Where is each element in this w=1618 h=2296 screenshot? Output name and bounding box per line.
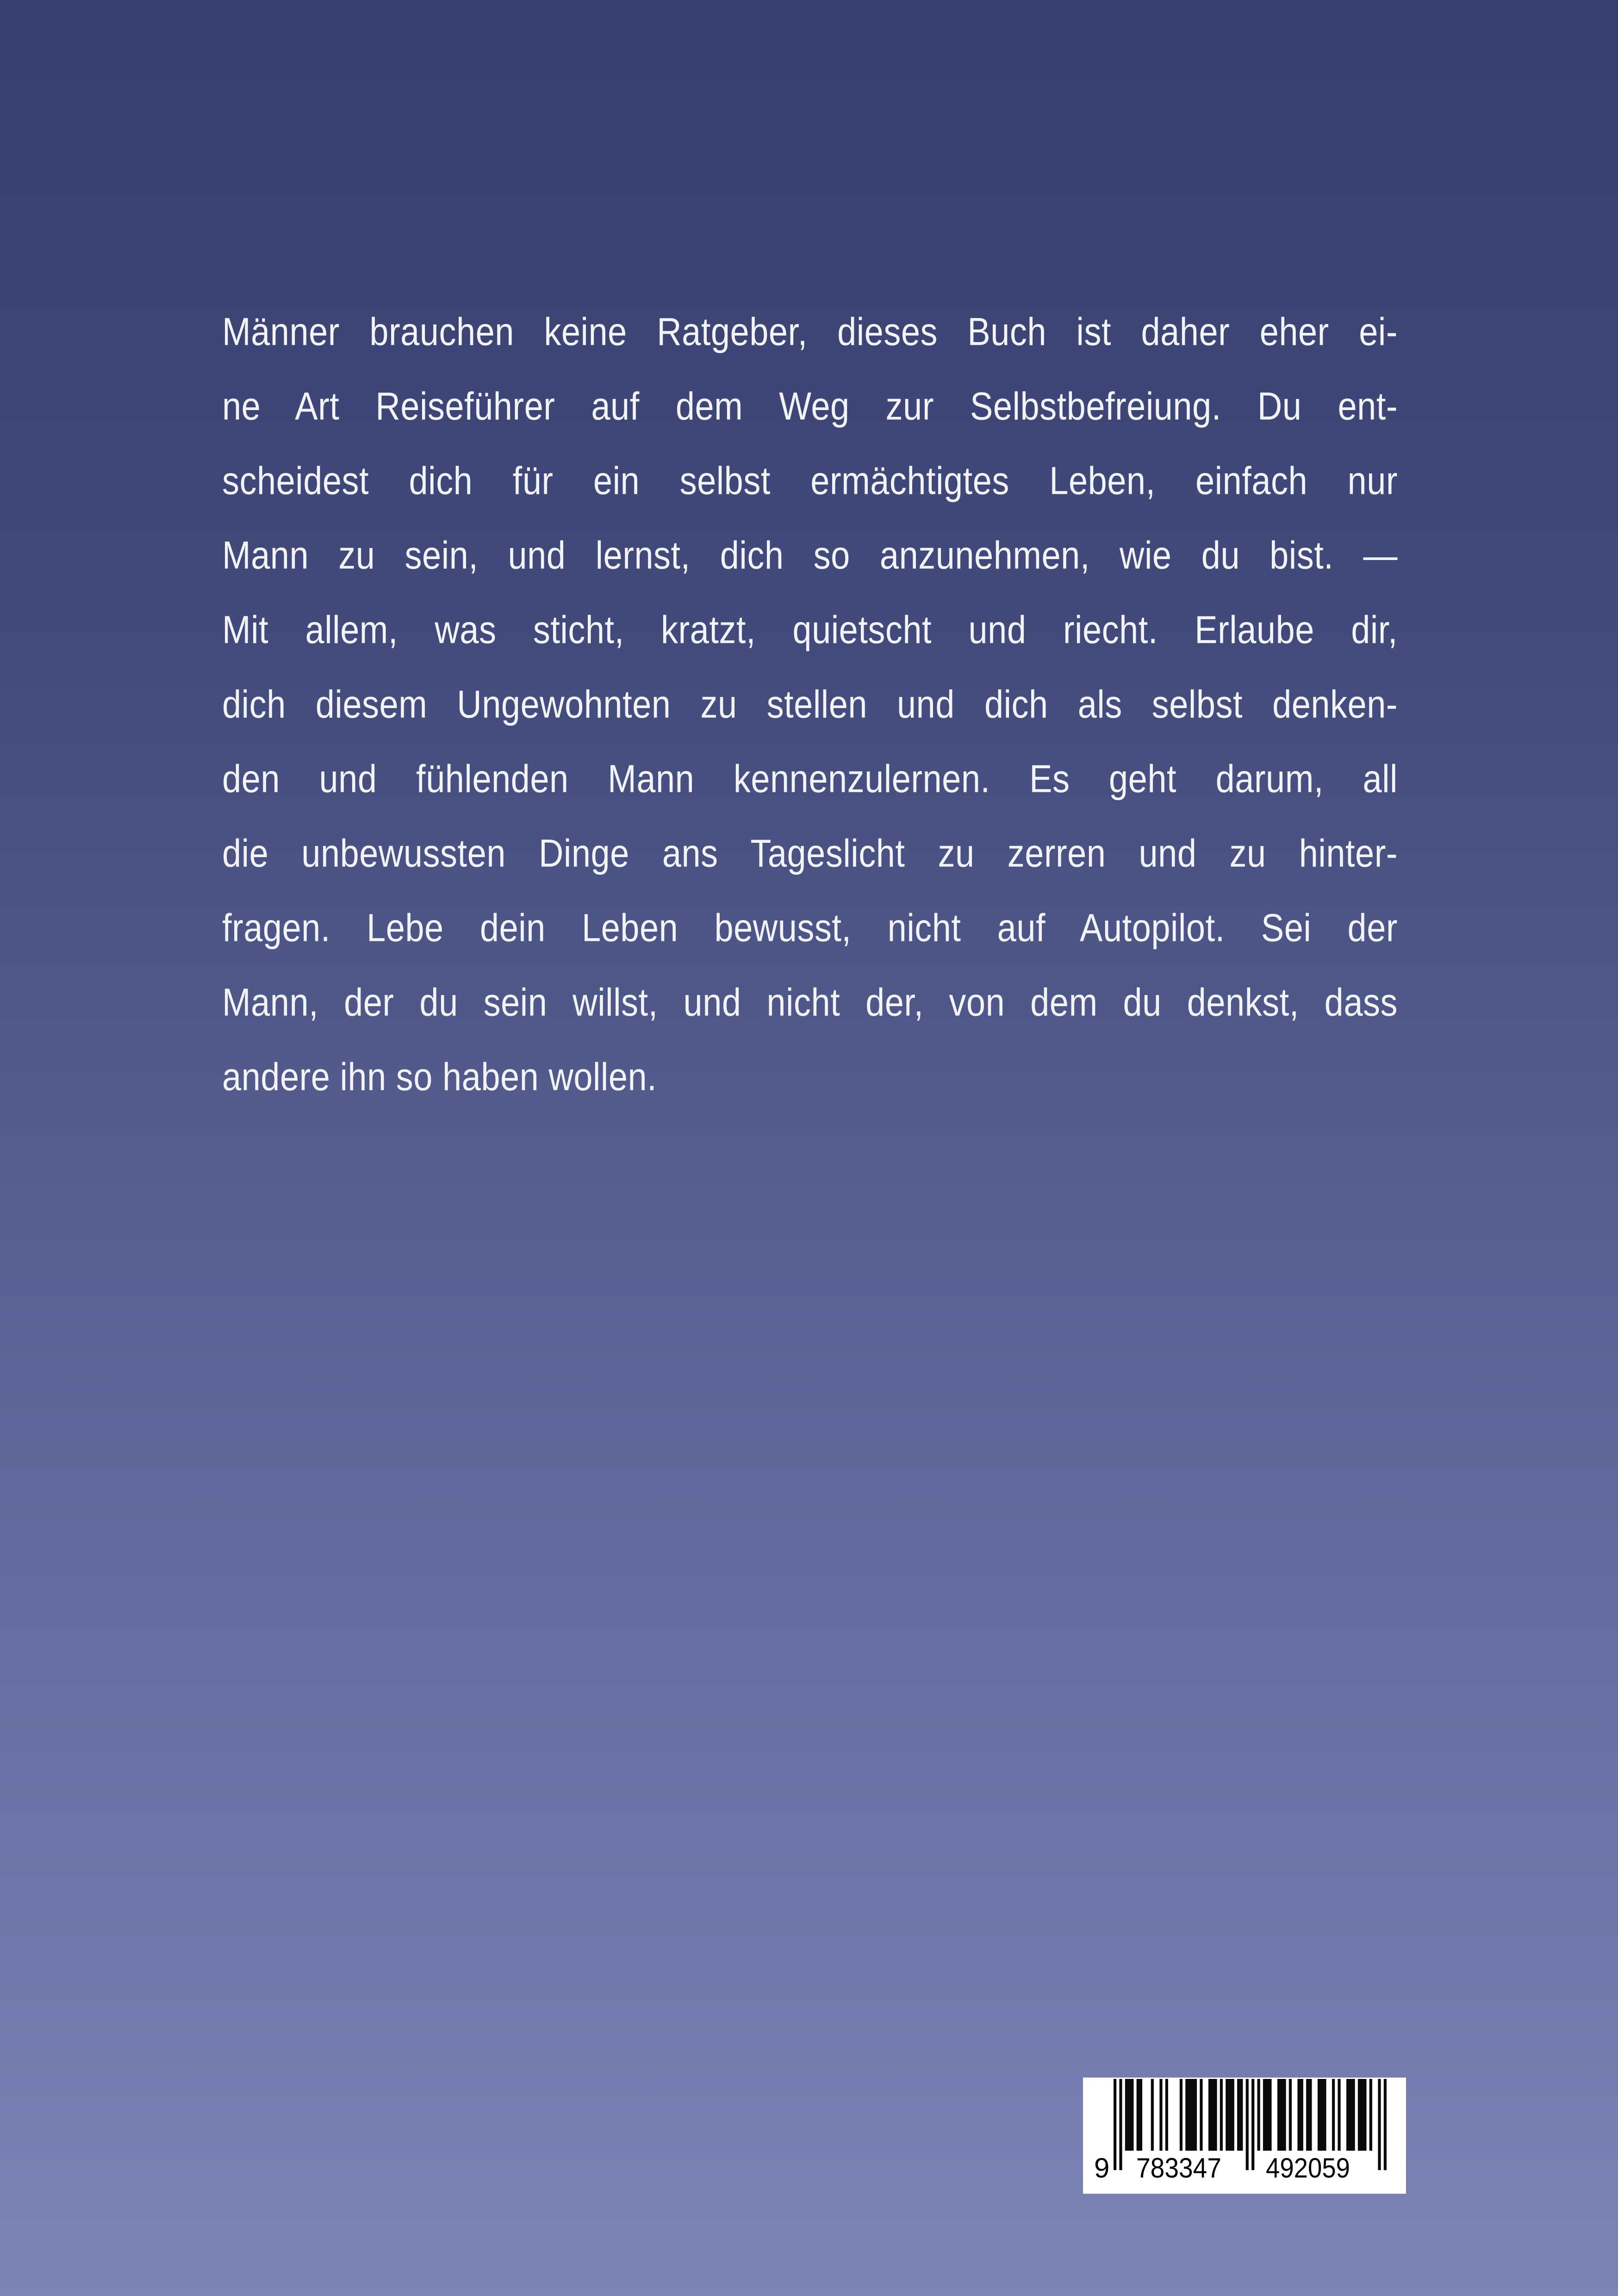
blurb-line: den und fühlenden Mann kennenzulernen. Es geht darum, all <box>222 757 1398 801</box>
barcode-bar <box>1125 2079 1134 2151</box>
barcode-bar <box>1369 2079 1372 2151</box>
barcode-bar <box>1151 2079 1154 2151</box>
blurb-line: ne Art Reiseführer auf dem Weg zur Selbstbefreiung. Du ent- <box>222 384 1398 428</box>
barcode-digits: 783347 <box>1136 2153 1221 2184</box>
barcode-bar <box>1119 2079 1122 2170</box>
blurb-line: Mann, der du sein willst, und nicht der, von dem du denkst, dass <box>222 980 1398 1024</box>
barcode-bar <box>1220 2079 1223 2151</box>
barcode-bar <box>1384 2079 1387 2170</box>
barcode-bar <box>1208 2079 1217 2151</box>
barcode-bar <box>1378 2079 1381 2170</box>
barcode-bar <box>1165 2079 1168 2151</box>
barcode-digits: 9 <box>1094 2153 1110 2184</box>
blurb-line: scheidest dich für ein selbst ermächtigtes Leben, einfach nur <box>222 459 1398 503</box>
blurb-text <box>222 294 1398 1114</box>
barcode-bar <box>1346 2079 1355 2151</box>
blurb-line: Mann zu sein, und lernst, dich so anzunehmen, wie du bist. — <box>222 533 1398 577</box>
barcode-bar <box>1306 2079 1312 2151</box>
barcode-bar <box>1237 2079 1243 2151</box>
barcode-bar <box>1289 2079 1292 2151</box>
barcode-bar <box>1338 2079 1340 2151</box>
barcode-digits: 492059 <box>1266 2153 1350 2184</box>
barcode-bar <box>1318 2079 1326 2151</box>
barcode-bar <box>1257 2079 1260 2151</box>
blurb-line: Männer brauchen keine Ratgeber, dieses Buch ist daher eher ei- <box>222 310 1398 354</box>
barcode-bar <box>1185 2079 1197 2151</box>
blurb-line: Mit allem, was sticht, kratzt, quietscht und riecht. Erlaube dir, <box>222 608 1398 652</box>
barcode-bar <box>1159 2079 1162 2151</box>
barcode-bar <box>1114 2079 1116 2170</box>
blurb-line: andere ihn so haben wollen. <box>222 1055 657 1099</box>
blurb-line: dich diesem Ungewohnten zu stellen und dich als selbst denken- <box>222 682 1398 726</box>
isbn-barcode <box>1083 2078 1406 2194</box>
barcode-bar <box>1277 2079 1286 2151</box>
blurb-line: fragen. Lebe dein Leben bewusst, nicht auf Autopilot. Sei der <box>222 906 1398 950</box>
barcode-bar <box>1358 2079 1367 2151</box>
barcode-bar <box>1332 2079 1335 2151</box>
barcode-bar <box>1137 2079 1142 2151</box>
barcode-bar <box>1226 2079 1234 2151</box>
barcode-bar <box>1180 2079 1182 2151</box>
blurb-line: die unbewussten Dinge ans Tageslicht zu zerren und zu hinter- <box>222 831 1398 875</box>
barcode-bars <box>1083 2078 1406 2194</box>
barcode-bar <box>1263 2079 1272 2151</box>
barcode-bar <box>1251 2079 1254 2170</box>
barcode-bar <box>1297 2079 1303 2151</box>
barcode-bar <box>1246 2079 1249 2170</box>
barcode-bar <box>1200 2079 1202 2151</box>
